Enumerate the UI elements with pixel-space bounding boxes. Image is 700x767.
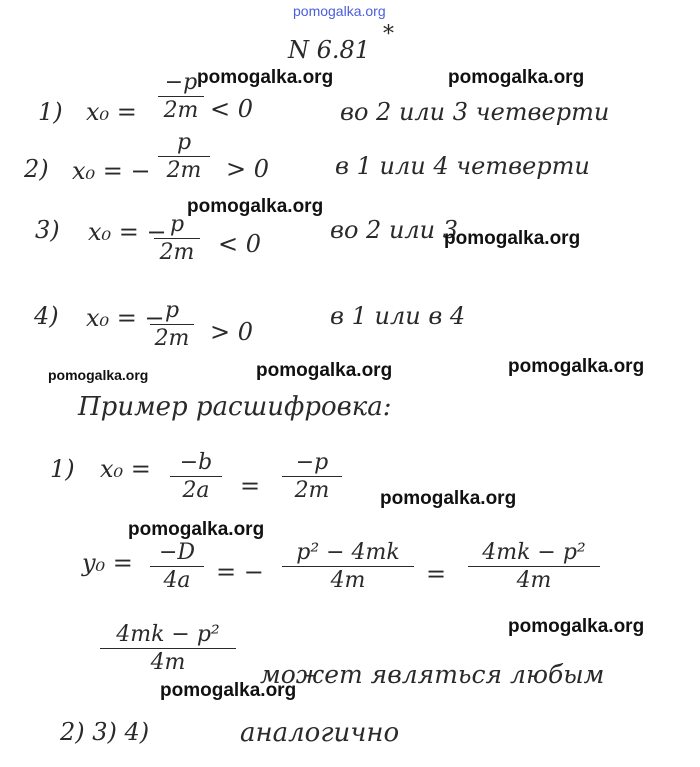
fraction-bar (150, 324, 194, 325)
fraction-bar (158, 156, 210, 157)
numerator: p² − 4mk (296, 540, 400, 565)
fraction-bar (150, 566, 204, 567)
case-2-comparison: > 0 (226, 155, 270, 183)
watermark: pomogalka.org (128, 519, 265, 540)
case-3-comparison: < 0 (218, 230, 262, 258)
case-2-denominator: 2m (166, 158, 202, 183)
denominator: 2a (182, 478, 210, 503)
explanation-1-equals: = (240, 472, 261, 500)
last-line-text: аналогично (240, 718, 400, 748)
fraction-bar (170, 476, 222, 477)
watermark: pomogalka.org (508, 356, 645, 377)
case-3-numerator: p (169, 212, 185, 237)
case-4-denominator: 2m (154, 326, 190, 351)
denominator: 4m (330, 568, 366, 593)
case-4-index: 4) (34, 302, 59, 330)
explanation-1-lhs: x₀ = (100, 455, 151, 483)
case-3-denominator: 2m (159, 240, 195, 265)
watermark: pomogalka.org (160, 680, 297, 701)
case-2-fraction (158, 130, 210, 183)
case-3-lhs: x₀ = − (88, 218, 167, 246)
watermark: pomogalka.org (197, 67, 334, 88)
watermark: pomogalka.org (444, 228, 581, 249)
numerator: −D (158, 540, 196, 565)
denominator: 4a (163, 568, 191, 593)
case-4-lhs: x₀ = − (86, 304, 165, 332)
problem-number: N 6.81 (288, 36, 371, 64)
case-4-comparison: > 0 (210, 318, 254, 346)
watermark: pomogalka.org (380, 488, 517, 509)
numerator: −p (295, 450, 329, 475)
explanation-3-text: может являться любым (260, 660, 605, 689)
denominator: 2m (294, 478, 330, 503)
case-4-numerator: p (164, 298, 180, 323)
explanation-2-lhs: y₀ = (82, 549, 133, 577)
explanation-3-fraction (100, 622, 236, 675)
explanation-1-fraction-1 (170, 450, 222, 503)
watermark: pomogalka.org (508, 616, 645, 637)
fraction-bar (468, 566, 600, 567)
case-3-fraction (154, 212, 200, 265)
case-1-denominator: 2m (163, 98, 199, 123)
fraction-bar (100, 648, 236, 649)
fraction-bar (282, 566, 414, 567)
explanation-1-fraction-2 (282, 450, 342, 503)
watermark: pomogalka.org (187, 196, 324, 217)
top-watermark: pomogalka.org (293, 3, 386, 19)
case-2-index: 2) (24, 155, 49, 183)
numerator: −b (179, 450, 213, 475)
denominator: 4m (516, 568, 552, 593)
watermark: pomogalka.org (448, 67, 585, 88)
case-1-numerator: −p (164, 70, 198, 95)
explanation-2-equals-2: = (426, 560, 447, 588)
fraction-bar (158, 96, 204, 97)
case-3-index: 3) (35, 216, 60, 244)
case-4-fraction (150, 298, 194, 351)
numerator: 4mk − p² (482, 540, 586, 565)
case-1-lhs: x₀ = (86, 98, 137, 126)
fraction-bar (154, 238, 200, 239)
explanation-2-equals-1: = − (216, 558, 264, 586)
case-4-result: в 1 или в 4 (330, 302, 466, 330)
explanation-2-fraction-3 (468, 540, 600, 593)
explanation-heading: Пример расшифровка: (78, 392, 392, 422)
case-1-result: во 2 или 3 четверти (340, 98, 610, 126)
case-2-lhs: x₀ = − (72, 157, 151, 185)
case-2-numerator: p (176, 130, 192, 155)
case-1-comparison: < 0 (210, 95, 254, 123)
case-1-index: 1) (38, 98, 63, 126)
explanation-2-fraction-1 (150, 540, 204, 593)
case-2-result: в 1 или 4 четверти (335, 152, 590, 180)
fraction-bar (282, 476, 342, 477)
explanation-2-fraction-2 (282, 540, 414, 593)
problem-star: * (383, 22, 394, 47)
numerator: 4mk − p² (116, 622, 220, 647)
explanation-1-index: 1) (50, 455, 75, 483)
watermark: pomogalka.org (256, 360, 393, 381)
denominator: 4m (150, 650, 186, 675)
watermark: pomogalka.org (48, 367, 149, 383)
case-3-result: во 2 или 3 (330, 216, 459, 244)
last-line-indices: 2) 3) 4) (60, 718, 150, 746)
